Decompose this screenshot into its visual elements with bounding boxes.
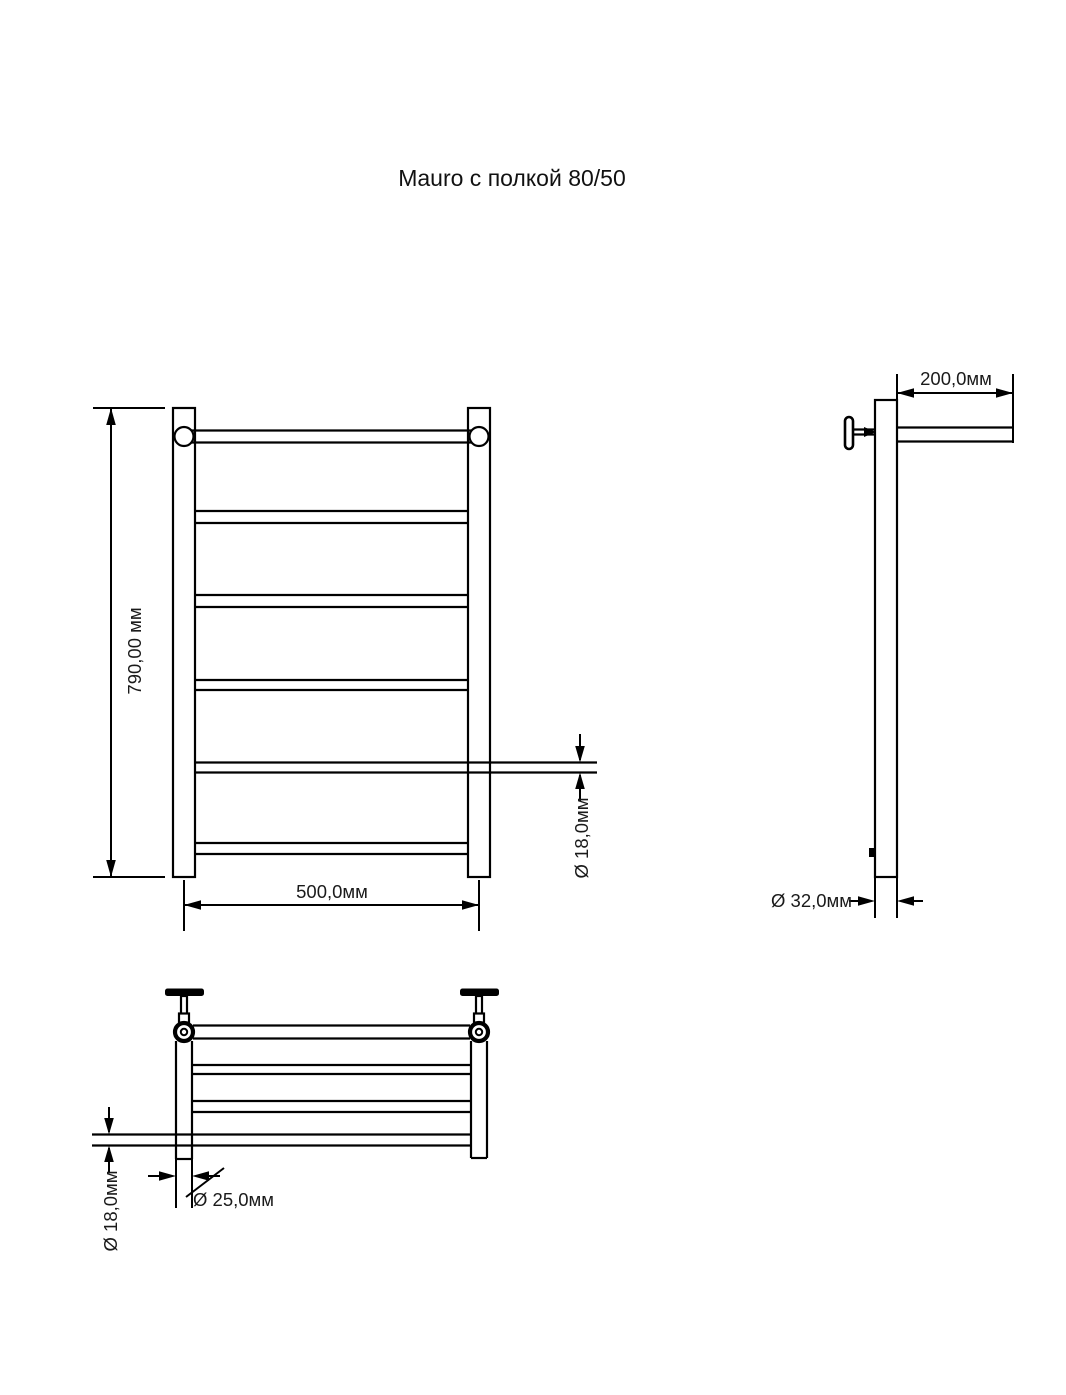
top-tube-diameter-dimension	[100, 1107, 121, 1251]
side-view	[771, 368, 1013, 918]
front-height-dimension	[93, 408, 165, 877]
top-right-bracket	[460, 989, 499, 1042]
arrowhead-left-icon	[184, 900, 201, 910]
front-view	[93, 408, 597, 931]
top-tube-diameter-label: Ø 18,0мм	[100, 1170, 121, 1252]
side-depth-dimension	[897, 368, 1013, 443]
bracket-stem	[181, 996, 187, 1014]
arrowhead-left-icon	[897, 388, 914, 398]
bracket-hub-screw	[181, 1029, 187, 1035]
top-right-arm	[471, 1041, 487, 1158]
side-post	[875, 400, 897, 877]
top-view	[92, 989, 499, 1252]
arrowhead-up-icon	[104, 1146, 114, 1163]
bracket-wall-plate	[460, 989, 499, 997]
bracket-wall-plate	[165, 989, 204, 997]
side-post-diameter-label: Ø 32,0мм	[771, 890, 852, 911]
arrowhead-right-icon	[858, 896, 875, 906]
arrowhead-right-icon	[996, 388, 1013, 398]
front-rungs	[195, 511, 597, 854]
top-rail	[193, 1026, 470, 1039]
front-top-rail	[175, 427, 489, 446]
front-left-post	[173, 408, 195, 877]
side-shelf-arm	[897, 428, 1013, 442]
top-arm-diameter-dimension	[148, 1159, 274, 1210]
drawing-title: Mauro с полкой 80/50	[398, 165, 626, 191]
front-tube-diameter-label: Ø 18,0мм	[571, 797, 592, 879]
side-post-diameter-dimension	[771, 877, 923, 918]
top-left-bracket	[165, 989, 204, 1042]
top-arm-diameter-label: Ø 25,0мм	[193, 1189, 274, 1210]
bracket-wall-plate	[845, 417, 853, 449]
front-right-post	[468, 408, 490, 877]
front-width-label: 500,0мм	[296, 881, 368, 902]
front-height-label: 790,00 мм	[124, 607, 145, 695]
rail-right-boss	[470, 427, 489, 446]
front-tube-diameter-dimension	[571, 734, 592, 878]
arrowhead-right-icon	[462, 900, 479, 910]
top-left-arm	[176, 1041, 192, 1159]
front-width-dimension	[184, 880, 479, 931]
arrowhead-left-icon	[897, 896, 914, 906]
side-depth-label: 200,0мм	[920, 368, 992, 389]
rail-left-boss	[175, 427, 194, 446]
bracket-hub-screw	[476, 1029, 482, 1035]
side-post-fitting	[869, 848, 876, 857]
arrowhead-up-icon	[575, 773, 585, 790]
arrowhead-down-icon	[106, 860, 116, 877]
bracket-stem	[476, 996, 482, 1014]
side-wall-bracket	[845, 417, 876, 449]
arrowhead-up-icon	[106, 408, 116, 425]
arrowhead-left-icon	[192, 1171, 209, 1181]
arrowhead-right-icon	[159, 1171, 176, 1181]
arrowhead-down-icon	[575, 746, 585, 763]
top-shelf-bars	[92, 1065, 471, 1146]
arrowhead-down-icon	[104, 1118, 114, 1135]
